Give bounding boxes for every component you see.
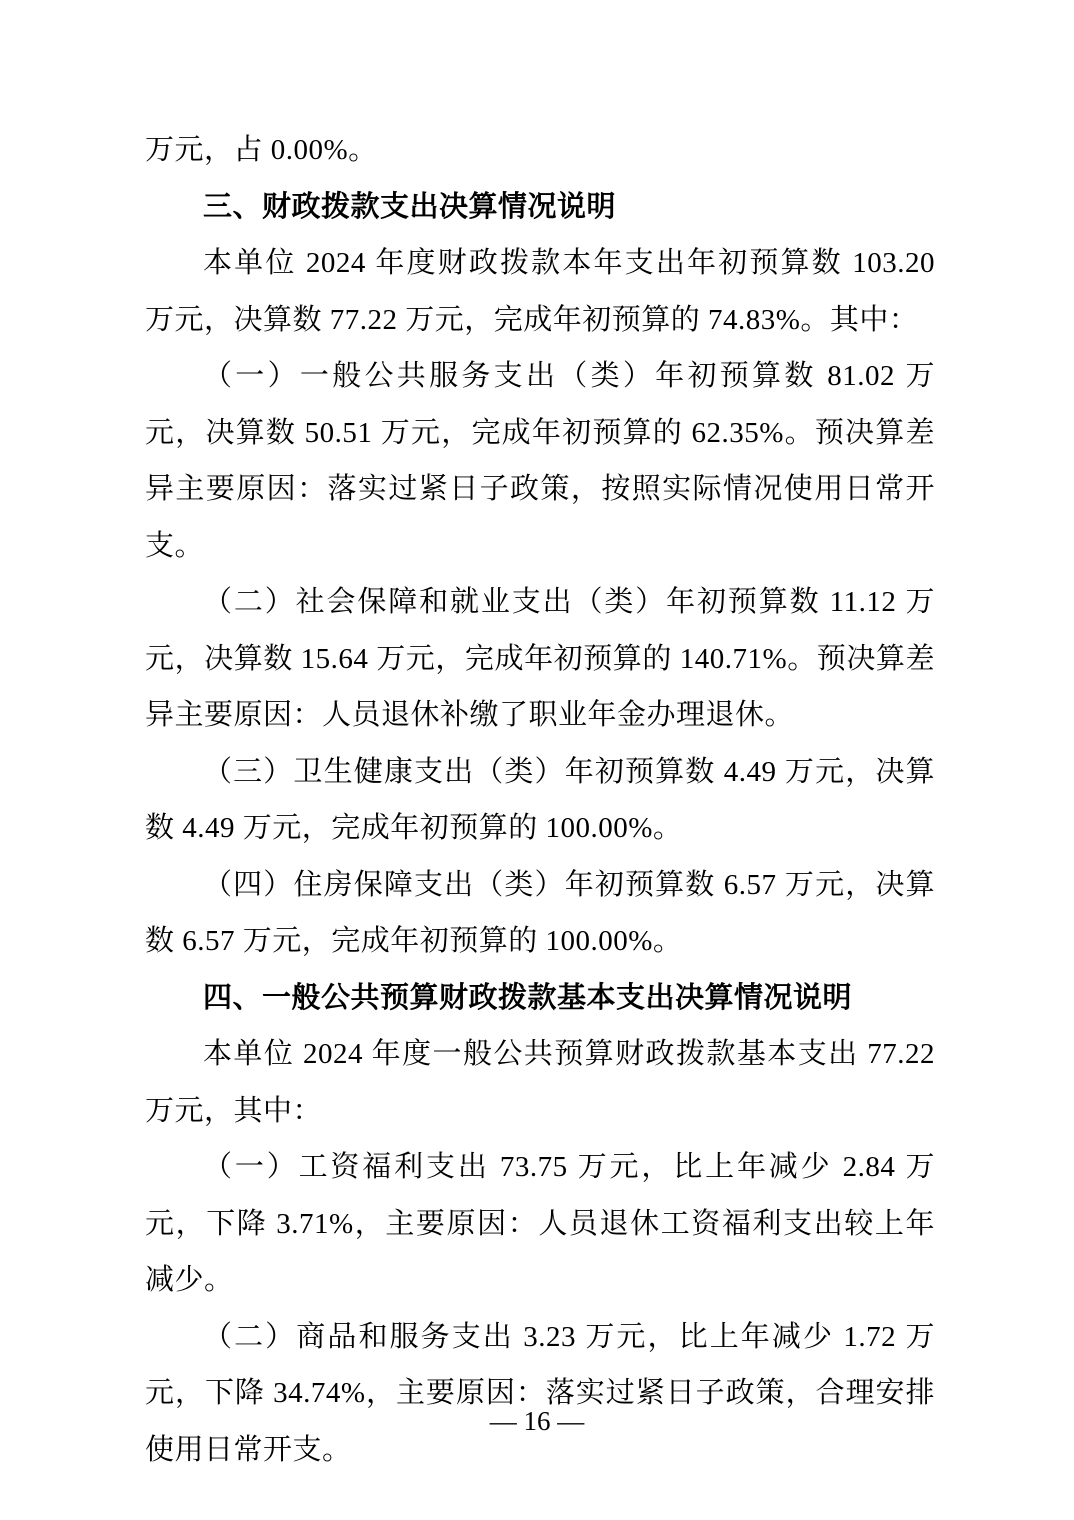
paragraph: （一）一般公共服务支出（类）年初预算数 81.02 万元，决算数 50.51 万元，完成年初预算的 62.35%。预决算差异主要原因：落实过紧日子政策，按照实际情况使用日常开支。 [145,360,935,562]
paragraph: 本单位 2024 年度财政拨款本年支出年初预算数 103.20 万元，决算数 77.22 万元，完成年初预算的 74.83%。其中： [145,247,935,336]
paragraph: （三）卫生健康支出（类）年初预算数 4.49 万元，决算数 4.49 万元，完成年初预算的 100.00%。 [145,755,935,844]
paragraph: （四）住房保障支出（类）年初预算数 6.57 万元，决算数 6.57 万元，完成年初预算的 100.00%。 [145,868,935,957]
section-heading-4: 四、一般公共预算财政拨款基本支出决算情况说明 [203,981,853,1014]
page-number: — 16 — [489,1406,585,1436]
paragraph: （一）工资福利支出 73.75 万元，比上年减少 2.84 万元，下降 3.71%，主要原因：人员退休工资福利支出较上年减少。 [145,1151,935,1296]
document-body [145,122,935,1478]
section-heading-3: 三、财政拨款支出决算情况说明 [203,190,617,223]
paragraph: （二）社会保障和就业支出（类）年初预算数 11.12 万元，决算数 15.64 万元，完成年初预算的 140.71%。预决算差异主要原因：人员退休补缴了职业年金办理退休。 [145,586,935,731]
paragraph: （二）商品和服务支出 3.23 万元，比上年减少 1.72 万元，下降 34.74%，主要原因：落实过紧日子政策，合理安排使用日常开支。 [145,1320,935,1466]
paragraph: 本单位 2024 年度一般公共预算财政拨款基本支出 77.22 万元，其中： [145,1038,935,1127]
paragraph-continuation: 万元，占 0.00%。 [145,134,378,166]
